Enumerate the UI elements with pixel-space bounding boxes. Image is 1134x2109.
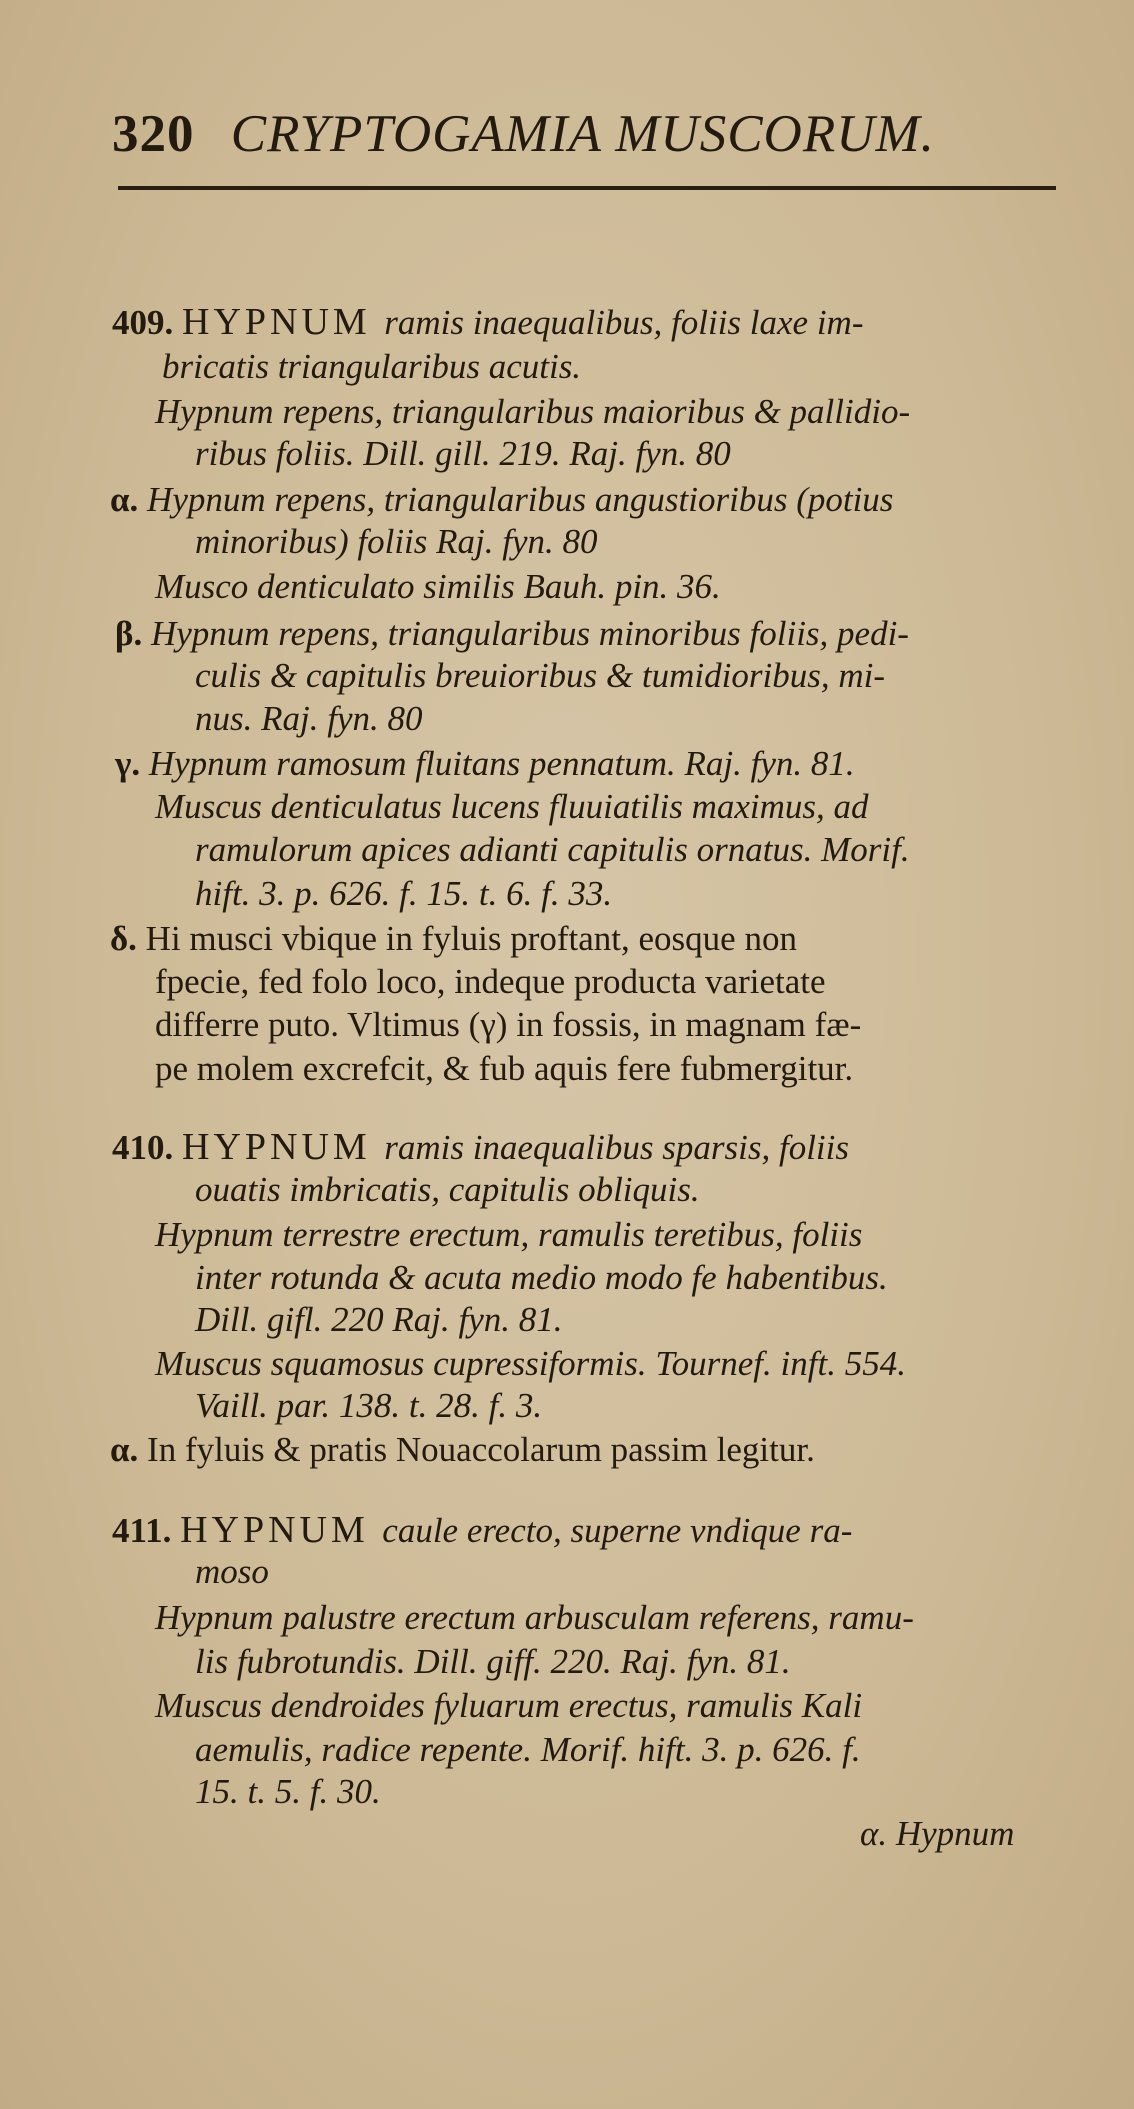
- entry-line: [195, 697, 422, 741]
- entry-text: culis & capitulis breuioribus & tumidioribus, mi-: [195, 656, 885, 695]
- entry-line: [195, 520, 598, 564]
- entry-text: Hypnum ramosum fluitans pennatum. Raj. fyn. 81.: [148, 744, 855, 783]
- entry-number: δ.: [110, 919, 146, 958]
- entry-line: [155, 1003, 861, 1047]
- entry-line: [195, 1256, 888, 1300]
- genus-name: HYPNUM: [182, 1126, 385, 1168]
- entry-text: aemulis, radice repente. Morif. hift. 3. p. 626. f.: [195, 1730, 861, 1769]
- entry-text: Hypnum repens, triangularibus angustioribus (potius: [147, 480, 894, 519]
- entry-text: ribus foliis. Dill. gill. 219. Raj. fyn. 80: [195, 434, 731, 473]
- entry-text: Vaill. par. 138. t. 28. f. 3.: [195, 1386, 543, 1425]
- entry-text: bricatis triangularibus acutis.: [162, 347, 582, 386]
- entry-line: [195, 432, 731, 476]
- entry-line: [195, 1640, 791, 1684]
- entry-number: 410.: [112, 1128, 182, 1167]
- entry-line: [195, 1298, 562, 1342]
- entry-line: [155, 785, 869, 829]
- entry-number: 409.: [112, 303, 182, 342]
- entry-text: Musco denticulato similis Bauh. pin. 36.: [155, 567, 721, 606]
- entry-text: ramulorum apices adianti capitulis ornatus. Morif.: [195, 830, 910, 869]
- entry-text: hift. 3. p. 626. f. 15. t. 6. f. 33.: [195, 874, 613, 913]
- entry-number: α.: [110, 480, 148, 519]
- entry-text: ramis inaequalibus, foliis laxe im-: [384, 303, 864, 342]
- genus-name: HYPNUM: [180, 1509, 383, 1551]
- entry-text: differre puto. Vltimus (γ) in fossis, in magnam fæ-: [155, 1005, 862, 1044]
- entry-line: [110, 478, 893, 522]
- entry-text: Muscus squamosus cupressiformis. Tournef. inft. 554.: [155, 1344, 906, 1383]
- entry-line: [195, 872, 612, 916]
- entry-line: [155, 565, 721, 609]
- entry-text: inter rotunda & acuta medio modo fe habentibus.: [195, 1258, 888, 1297]
- entry-line: [115, 742, 855, 786]
- entry-text: In fyluis & pratis Nouaccolarum passim legitur.: [147, 1430, 815, 1469]
- entry-text: Hi musci vbique in fyluis proftant, eosque non: [145, 919, 797, 958]
- entry-line: [155, 960, 826, 1004]
- header-rule: [118, 186, 1056, 190]
- entry-line: [115, 612, 909, 656]
- entry-number: γ.: [115, 744, 149, 783]
- entry-line: [195, 828, 910, 872]
- entry-line: [155, 390, 910, 434]
- entry-text: Hypnum repens, triangularibus maioribus & pallidio-: [155, 392, 911, 431]
- entry-line: [112, 1508, 852, 1553]
- entry-text: 15. t. 5. f. 30.: [195, 1772, 381, 1811]
- entry-text: Hypnum terrestre erectum, ramulis teretibus, foliis: [155, 1215, 863, 1254]
- entry-text: nus. Raj. fyn. 80: [195, 699, 423, 738]
- entry-text: ramis inaequalibus sparsis, foliis: [384, 1128, 849, 1167]
- entry-line: [155, 1596, 914, 1640]
- entry-text: Muscus dendroides fyluarum erectus, ramulis Kali: [155, 1686, 863, 1725]
- entry-text: Muscus denticulatus lucens fluuiatilis maximus, ad: [155, 787, 869, 826]
- entry-line: [195, 654, 885, 698]
- entry-text: pe molem excrefcit, & fub aquis fere fubmergitur.: [155, 1049, 854, 1088]
- entry-text: Dill. gifl. 220 Raj. fyn. 81.: [195, 1300, 563, 1339]
- entry-text: lis fubrotundis. Dill. giff. 220. Raj. fyn. 81.: [195, 1642, 791, 1681]
- entry-line: [155, 1342, 906, 1386]
- entry-line: [195, 1728, 861, 1772]
- running-header: [112, 104, 1062, 164]
- catchword: α. Hypnum: [860, 1814, 1015, 1853]
- entry-text: Hypnum palustre erectum arbusculam referens, ramu-: [155, 1598, 914, 1637]
- entry-number: α.: [110, 1430, 148, 1469]
- entry-line: [155, 1684, 862, 1728]
- entry-text: ouatis imbricatis, capitulis obliquis.: [195, 1170, 700, 1209]
- entry-line: [155, 1047, 853, 1091]
- entry-text: caule erecto, superne vndique ra-: [382, 1511, 853, 1550]
- entry-text: minoribus) foliis Raj. fyn. 80: [195, 522, 598, 561]
- entry-line: [110, 917, 797, 961]
- entry-line: [112, 1125, 849, 1170]
- entry-line: [195, 1168, 700, 1212]
- page-number: 320: [112, 105, 195, 163]
- entry-line: [110, 1428, 815, 1472]
- entry-line: [155, 1213, 862, 1257]
- entry-number: 411.: [112, 1511, 181, 1550]
- entry-text: fpecie, fed folo loco, indeque producta varietate: [155, 962, 826, 1001]
- entry-text: Hypnum repens, triangularibus minoribus foliis, pedi-: [150, 614, 909, 653]
- entry-line: [195, 1770, 381, 1814]
- genus-name: HYPNUM: [182, 301, 385, 343]
- entry-line: [162, 345, 581, 389]
- entry-line: [112, 300, 864, 345]
- entry-line: [195, 1550, 269, 1594]
- page-title: CRYPTOGAMIA MUSCORUM.: [230, 105, 935, 163]
- entry-text: moso: [195, 1552, 269, 1591]
- entry-number: β.: [115, 614, 151, 653]
- entry-line: [195, 1384, 542, 1428]
